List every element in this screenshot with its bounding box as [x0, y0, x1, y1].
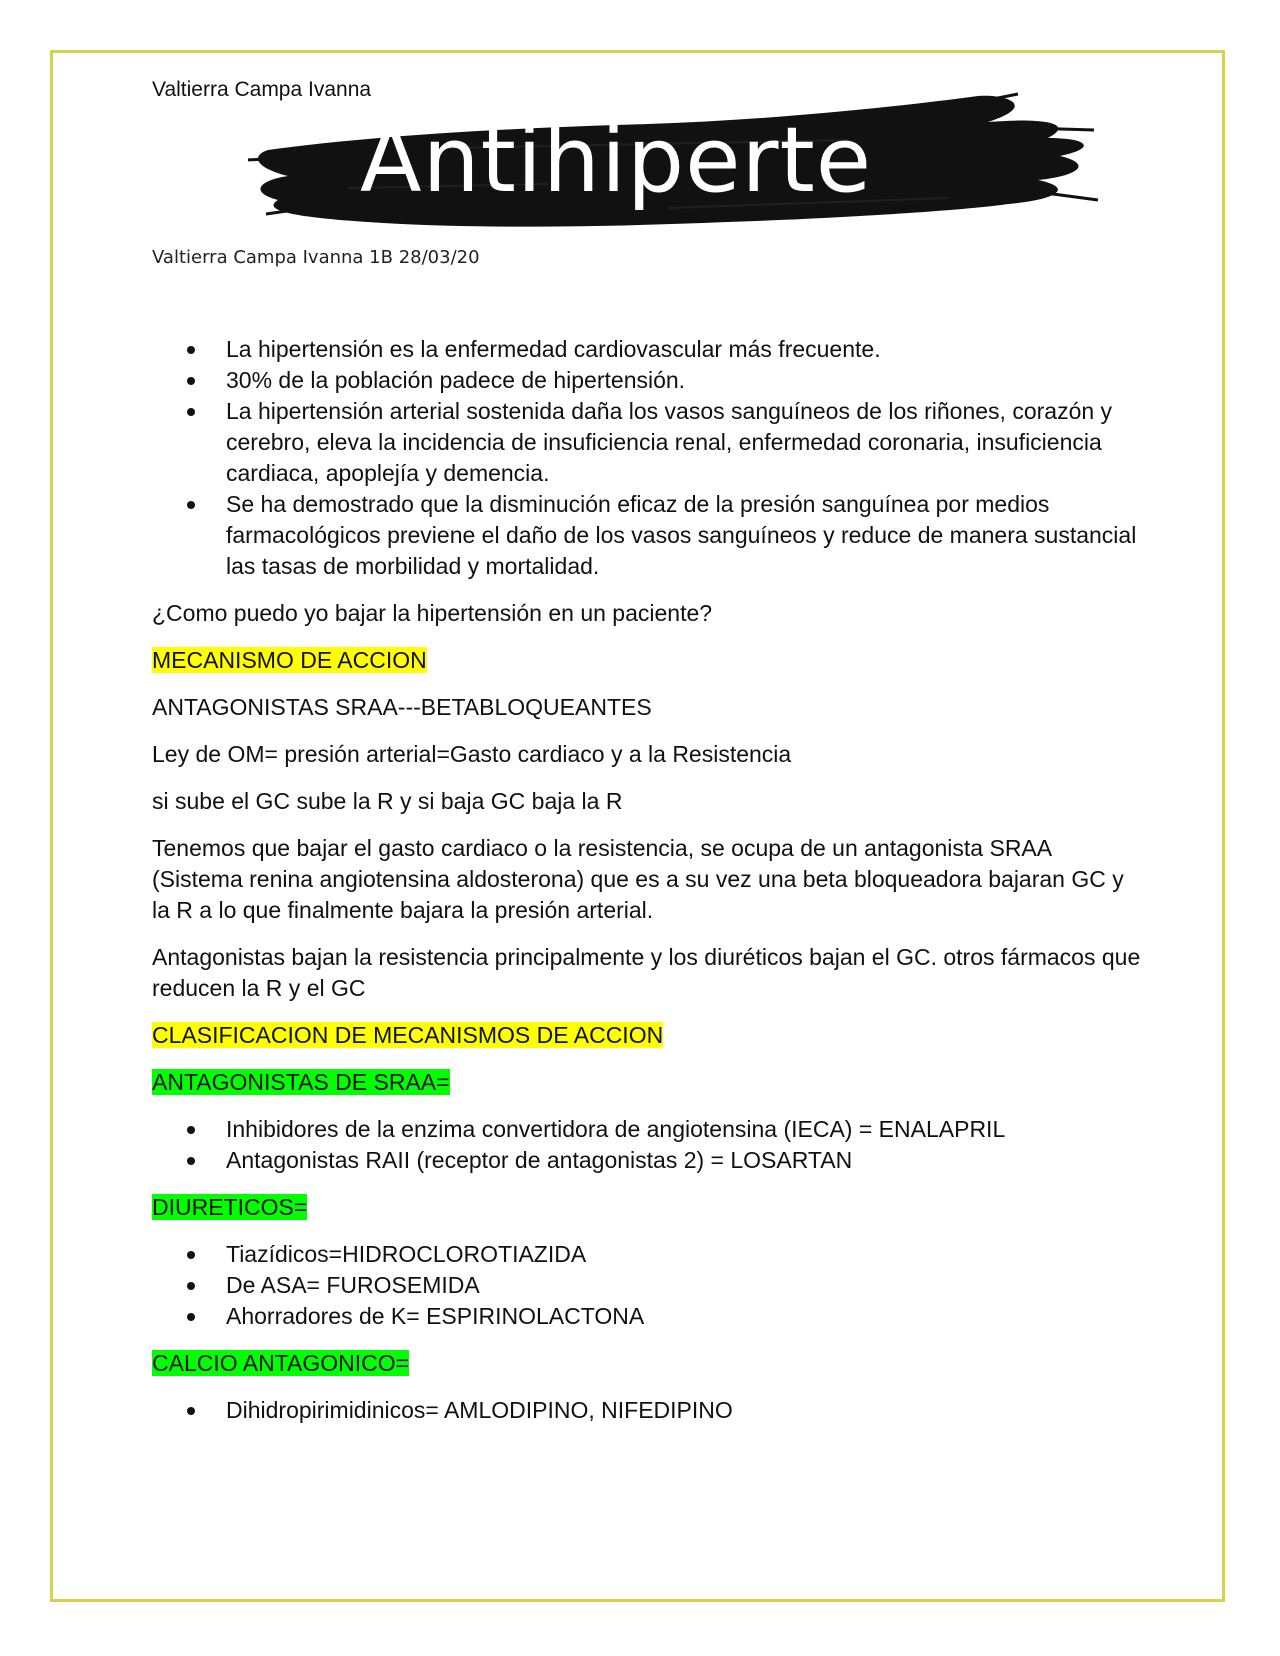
list-item: La hipertensión es la enfermedad cardiovascular más frecuente. [226, 334, 1142, 365]
list-item: Dihidropirimidinicos= AMLODIPINO, NIFEDIPINO [226, 1395, 1142, 1426]
paragraph: Antagonistas bajan la resistencia principalmente y los diuréticos bajan el GC. otros fármacos que reducen la R y el GC [152, 944, 1141, 1001]
list-item: De ASA= FUROSEMIDA [226, 1270, 1142, 1301]
paragraph: Tenemos que bajar el gasto cardiaco o la resistencia, se ocupa de un antagonista SRAA (Sistema renina angiotensina aldosterona) que es a su vez una beta bloqueadora bajaran GC y la R a lo que finalmente bajara la presión arterial. [152, 835, 1124, 923]
document-body [152, 334, 1142, 1426]
paragraph: Ley de OM= presión arterial=Gasto cardiaco y a la Resistencia [152, 741, 792, 767]
list-item: Antagonistas RAII (receptor de antagonistas 2) = LOSARTAN [226, 1145, 1142, 1176]
document-subtitle: Valtierra Campa Ivanna 1B 28/03/20 [152, 247, 480, 268]
list-item: Tiazídicos=HIDROCLOROTIAZIDA [226, 1239, 1142, 1270]
question-text: ¿Como puedo yo bajar la hipertensión en un paciente? [152, 600, 713, 626]
calcium-list [152, 1395, 1142, 1426]
mechanism-heading: MECANISMO DE ACCION [152, 647, 427, 673]
title-banner [248, 88, 1100, 234]
calcium-heading: CALCIO ANTAGONICO= [152, 1350, 410, 1376]
paragraph: si sube el GC sube la R y si baja GC baja la R [152, 788, 623, 814]
classification-heading: CLASIFICACION DE MECANISMOS DE ACCION [152, 1022, 664, 1048]
diuretics-list [152, 1239, 1142, 1332]
paragraph: ANTAGONISTAS SRAA---BETABLOQUEANTES [152, 694, 652, 720]
list-item: Ahorradores de K= ESPIRINOLACTONA [226, 1301, 1142, 1332]
diuretics-heading: DIURETICOS= [152, 1194, 308, 1220]
sraa-heading: ANTAGONISTAS DE SRAA= [152, 1069, 450, 1095]
author-name-top: Valtierra Campa Ivanna [152, 78, 372, 101]
document-title: Antihiperte [360, 108, 873, 213]
intro-list [152, 334, 1142, 582]
list-item: 30% de la población padece de hipertensión. [226, 365, 1142, 396]
list-item: La hipertensión arterial sostenida daña los vasos sanguíneos de los riñones, corazón y cerebro, eleva la incidencia de insuficiencia renal, enfermedad coronaria, insuficiencia cardiaca, apoplejía y demencia. [226, 396, 1142, 489]
list-item: Inhibidores de la enzima convertidora de angiotensina (IECA) = ENALAPRIL [226, 1114, 1142, 1145]
sraa-list [152, 1114, 1142, 1176]
list-item: Se ha demostrado que la disminución eficaz de la presión sanguínea por medios farmacológicos previene el daño de los vasos sanguíneos y reduce de manera sustancial las tasas de morbilidad y mortalidad. [226, 489, 1142, 582]
